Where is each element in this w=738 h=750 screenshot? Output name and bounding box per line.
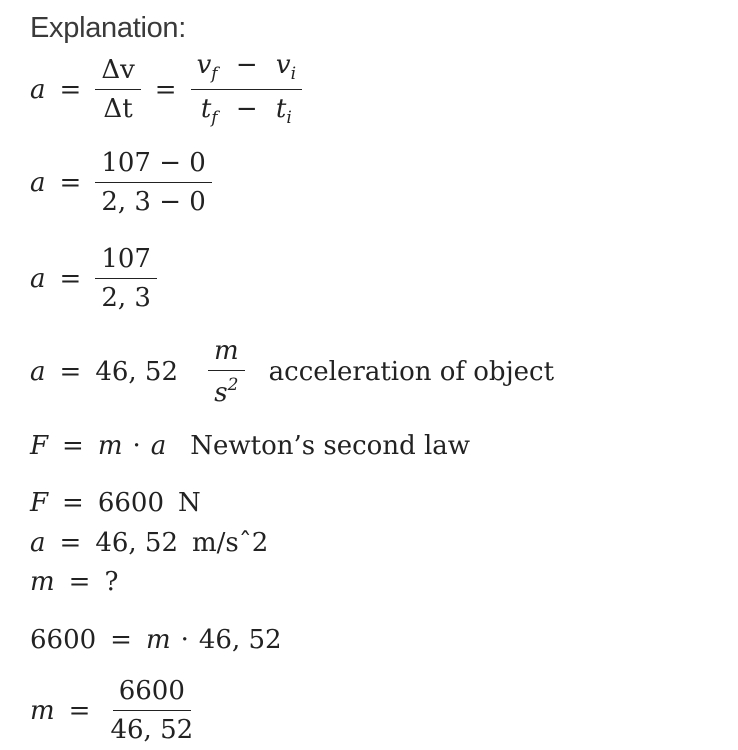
- given-variable: F: [30, 488, 49, 518]
- fraction-denominator: Δt: [103, 94, 133, 124]
- final-time: $t_f$: [200, 94, 218, 128]
- equals-sign: =: [59, 74, 82, 105]
- equals-sign: =: [59, 357, 82, 387]
- acceleration-result: [30, 338, 554, 406]
- unit-numerator: m: [208, 338, 245, 371]
- acceleration-value: 46, 52: [95, 357, 179, 387]
- minus-sign: −: [235, 50, 258, 80]
- force-symbol: F: [30, 431, 49, 461]
- acceleration-symbol: a: [30, 167, 46, 198]
- acceleration-unit: [208, 338, 245, 406]
- mass-symbol: m: [97, 431, 123, 461]
- mass-fraction: [104, 678, 199, 743]
- fraction-numerator: Δv: [95, 57, 140, 90]
- initial-velocity: $v_i$: [275, 50, 297, 84]
- unit-denominator: $s^2$: [214, 375, 239, 408]
- fraction-denominator: [195, 90, 298, 127]
- multiply-dot: ·: [132, 431, 141, 461]
- equals-sign: =: [110, 625, 132, 655]
- fraction-numerator: 6600: [113, 678, 191, 711]
- mass-solution: [30, 678, 199, 743]
- given-unit: m/sˆ2: [192, 528, 269, 558]
- acceleration-symbol: a: [30, 357, 46, 387]
- final-velocity: $v_f$: [196, 50, 218, 84]
- given-unit: N: [178, 488, 201, 518]
- given-force: [30, 490, 201, 516]
- equals-sign: =: [59, 167, 82, 198]
- simplified-fraction: [95, 246, 157, 311]
- equals-sign: =: [59, 263, 82, 294]
- acceleration-definition: [30, 52, 302, 127]
- equals-sign: =: [68, 695, 91, 726]
- substitution-fraction: [95, 150, 211, 215]
- velocity-time-fraction: [191, 52, 302, 127]
- minus-sign: −: [235, 94, 258, 124]
- fraction-denominator: 46, 52: [110, 715, 194, 745]
- equals-sign: =: [62, 488, 84, 518]
- given-value: 46, 52: [95, 528, 179, 558]
- equals-sign: =: [59, 528, 82, 558]
- given-value: 6600: [97, 488, 165, 518]
- equals-sign: =: [62, 431, 84, 461]
- equals-sign: =: [68, 567, 91, 597]
- given-mass: [30, 569, 118, 595]
- acceleration-symbol: a: [150, 431, 167, 461]
- fraction-denominator: 2, 3 − 0: [101, 187, 206, 217]
- given-value: ?: [104, 567, 119, 597]
- fraction-numerator: [191, 52, 302, 90]
- initial-time: $t_i$: [275, 94, 292, 128]
- law-note: Newton’s second law: [190, 431, 471, 461]
- simplified-line: [30, 246, 157, 311]
- fraction-numerator: 107 − 0: [95, 150, 211, 183]
- fraction-denominator: 2, 3: [101, 283, 151, 313]
- acceleration-value: 46, 52: [198, 625, 282, 655]
- given-variable: a: [30, 528, 46, 558]
- equals-sign: =: [154, 74, 177, 105]
- explanation-heading: Explanation:: [30, 12, 187, 44]
- force-value: 6600: [30, 625, 97, 655]
- mass-symbol: m: [145, 625, 171, 655]
- mass-symbol: m: [30, 695, 55, 726]
- newton-second-law: [30, 433, 470, 459]
- mass-equation: [30, 627, 282, 653]
- acceleration-symbol: a: [30, 263, 46, 294]
- given-variable: m: [30, 567, 55, 597]
- substitution-line: [30, 150, 212, 215]
- acceleration-note: acceleration of object: [268, 357, 555, 387]
- fraction-numerator: 107: [95, 246, 157, 279]
- given-acceleration: [30, 530, 268, 556]
- acceleration-symbol: a: [30, 74, 46, 105]
- multiply-dot: ·: [180, 625, 189, 655]
- delta-fraction: [95, 57, 140, 122]
